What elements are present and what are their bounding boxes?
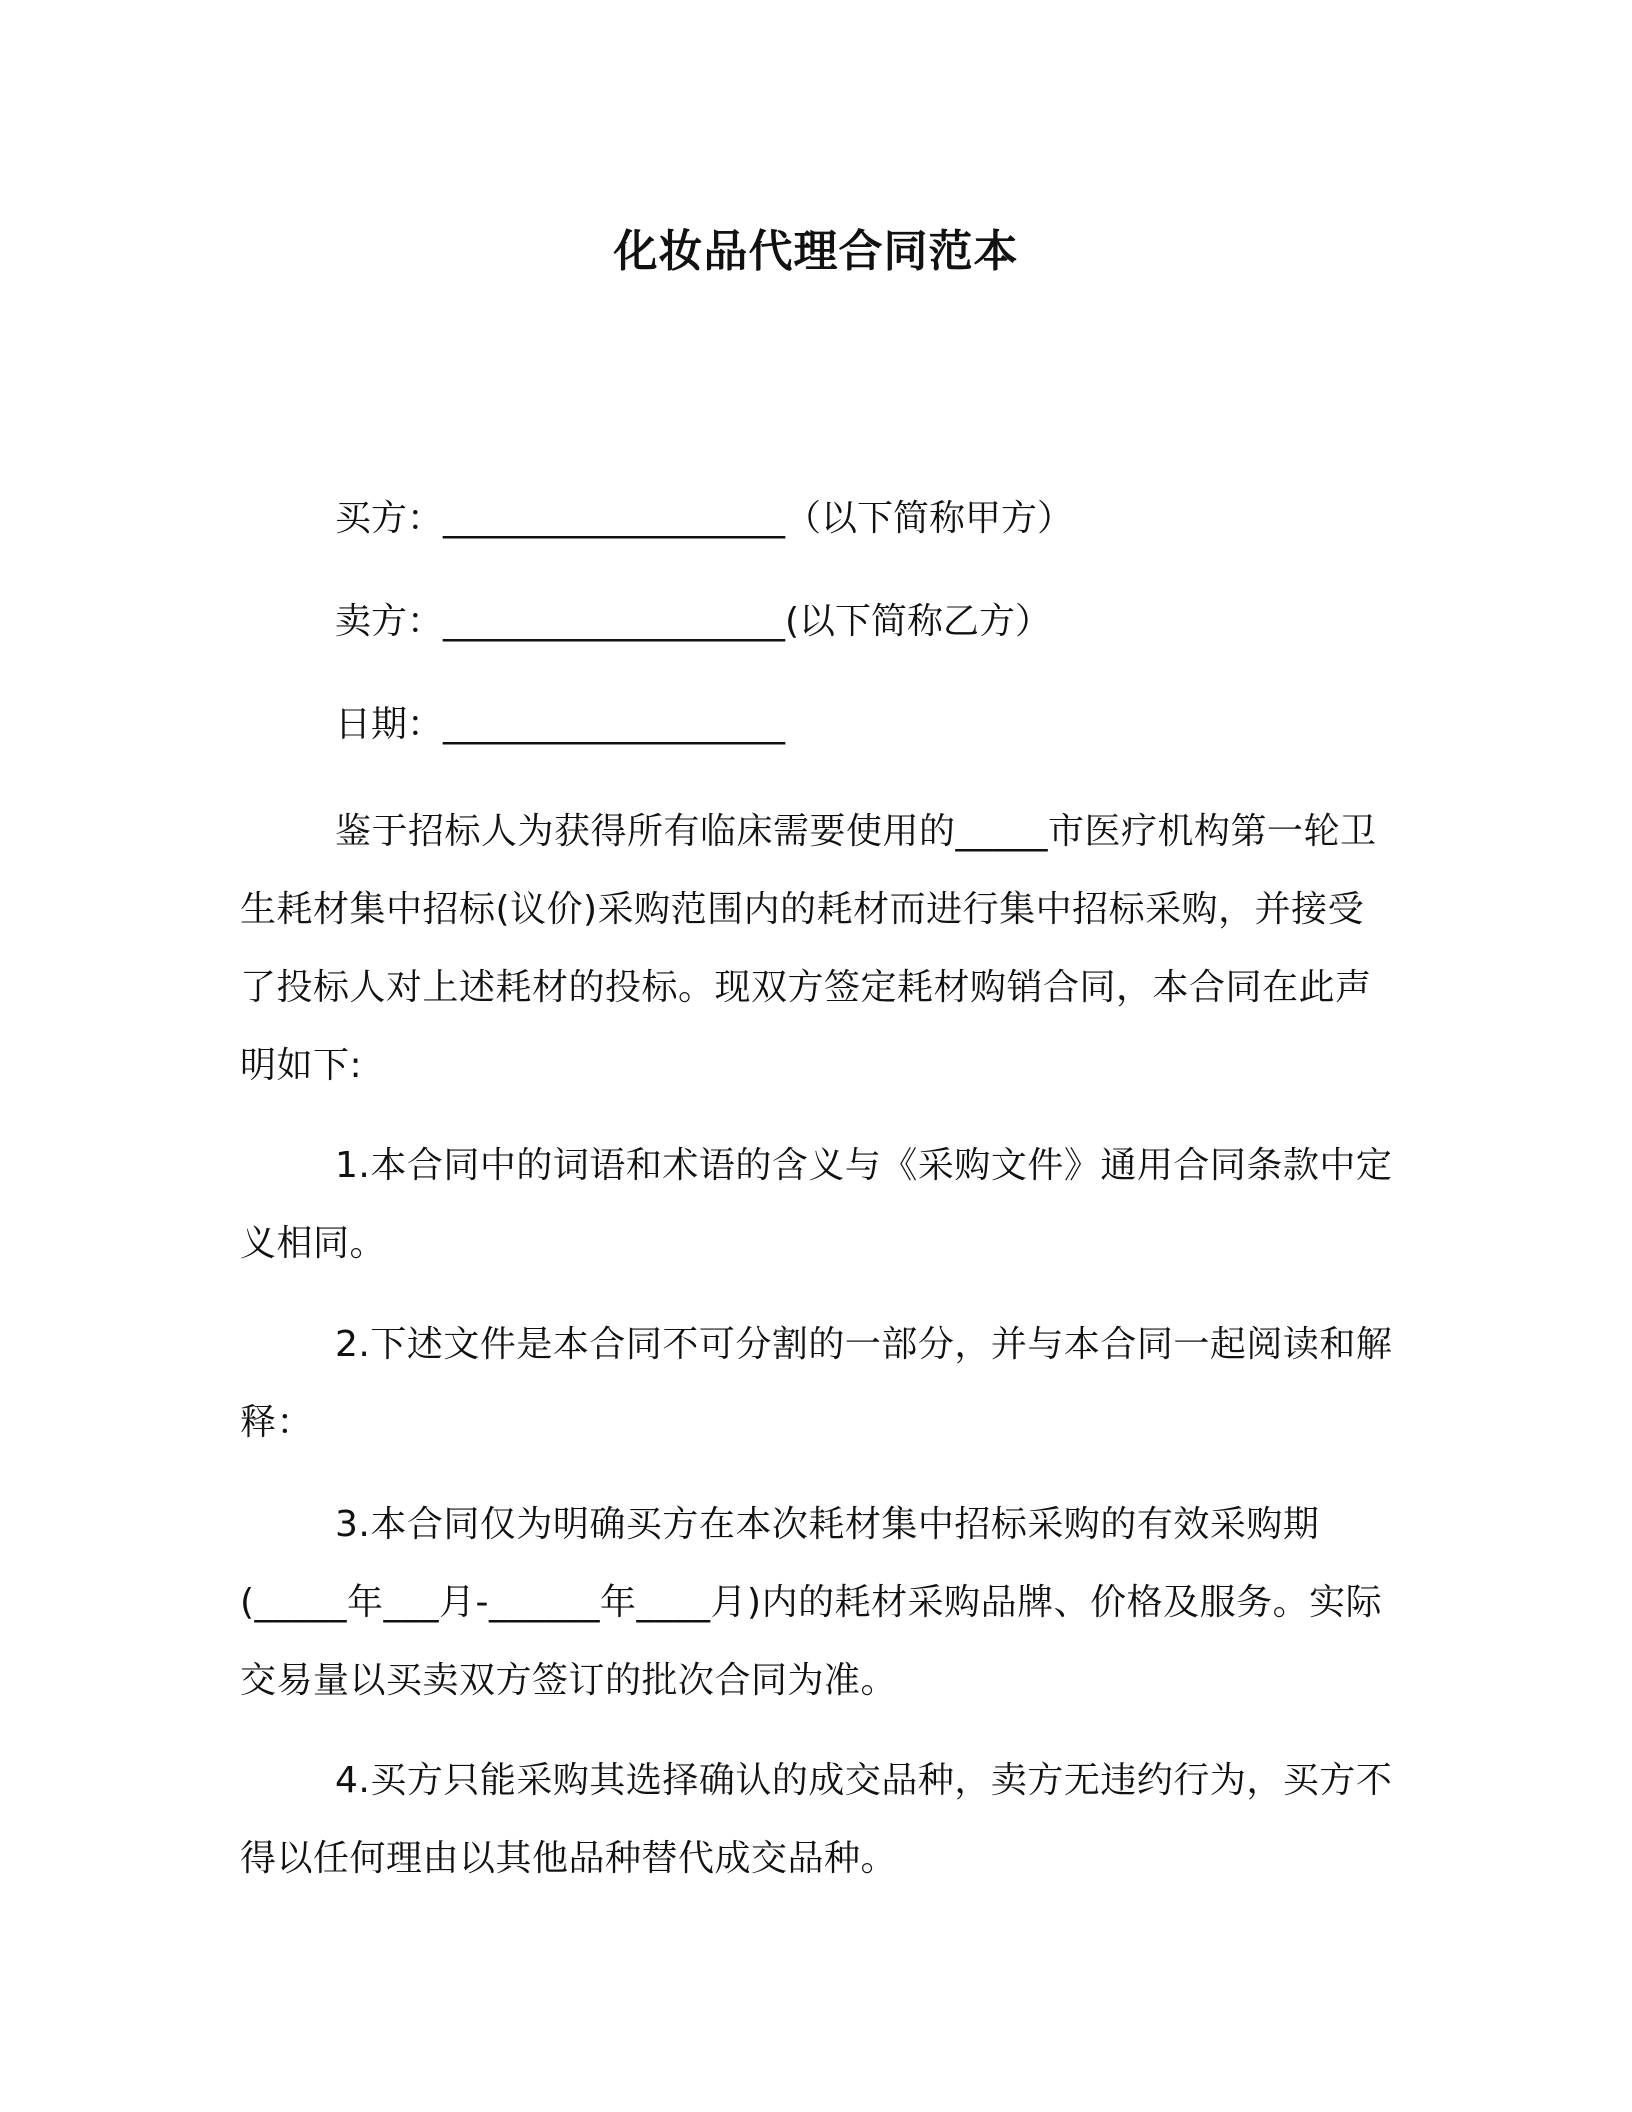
clause-3-paragraph: 3.本合同仅为明确买方在本次耗材集中招标采购的有效采购期(_____年___月-______年____月)内的耗材采购品牌、价格及服务。实际交易量以买卖双方签订的批次合同为准。 — [240, 1504, 1383, 1701]
clause-2-paragraph: 2.下述文件是本合同不可分割的一部分，并与本合同一起阅读和解释： — [240, 1324, 1393, 1443]
clause-1-paragraph: 1.本合同中的词语和术语的含义与《采购文件》通用合同条款中定义相同。 — [240, 1145, 1393, 1264]
buyer-field: 买方：___________________（以下简称甲方） — [335, 498, 1074, 539]
seller-field: 卖方：___________________(以下简称乙方） — [335, 601, 1052, 642]
document-title: 化妆品代理合同范本 — [613, 226, 1019, 277]
preamble-paragraph: 鉴于招标人为获得所有临床需要使用的_____市医疗机构第一轮卫生耗材集中招标(议价)采购范围内的耗材而进行集中招标采购，并接受了投标人对上述耗材的投标。现双方签定耗材购销合同，本合同在此声明如下: — [240, 811, 1377, 1086]
date-field: 日期：___________________ — [335, 704, 786, 745]
clause-4-paragraph: 4.买方只能采购其选择确认的成交品种，卖方无违约行为，买方不得以任何理由以其他品种替代成交品种。 — [240, 1760, 1393, 1879]
